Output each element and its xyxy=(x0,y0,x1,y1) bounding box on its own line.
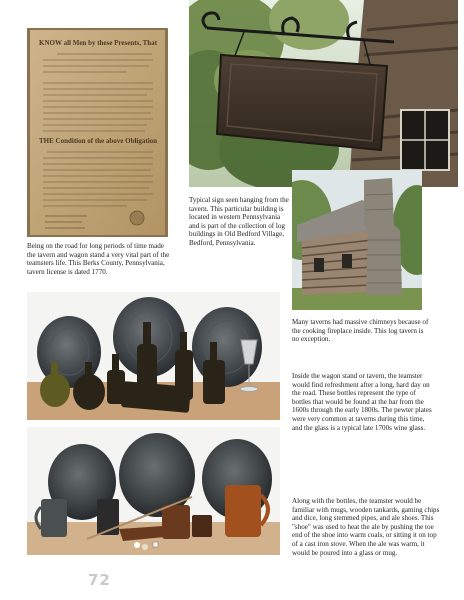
mugs-caption: Along with the bottles, the teamster would be familiar with mugs, wooden tankards, gaming chips and dice, long stemmed pipes, and ale shoes. This "shoe" was used to heat the ale by pushing the toe end of the shoe into warm coals, or sitting it on top of a cast iron stove. When the ale was warm, it would be poured into a glass or mug. xyxy=(292,497,440,557)
page-number: 72 xyxy=(88,571,111,589)
bottles-caption: Inside the wagon stand or tavern, the teamster would find refreshment after a long, hard day on the road. These bottles represent the type of bottles that would be found at the bar from the 1600s through the early 1800s. The pewter plates were very common at taverns during this time, and the glass is a typical late 1700s wine glass. xyxy=(292,372,432,432)
license-conditions: THE Condition of the above Obligation xyxy=(39,137,158,145)
tavern-license-photo xyxy=(27,28,168,237)
bottles-pewter-photo xyxy=(27,292,280,420)
chimney-caption: Many taverns had massive chimneys because of the cooking fireplace inside. This log tavern is no exception. xyxy=(292,318,429,344)
license-caption: Being on the road for long periods of time made the tavern and wagon stand a very vital part of the teamsters life. This Berks County, Pennsylvania, tavern license is dated 1770. xyxy=(27,242,170,276)
log-tavern-chimney-photo xyxy=(292,170,422,310)
mugs-pipes-photo xyxy=(27,427,280,555)
tavern-sign-photo xyxy=(189,0,458,187)
sign-caption: Typical sign seen hanging from the tavern. This particular building is located in western Pennsylvania and is part of the collection of log buildings in Old Bedford Village, Bedford, Pennsylvania. xyxy=(189,196,289,247)
license-heading: KNOW all Men by these Presents, That xyxy=(39,39,158,47)
